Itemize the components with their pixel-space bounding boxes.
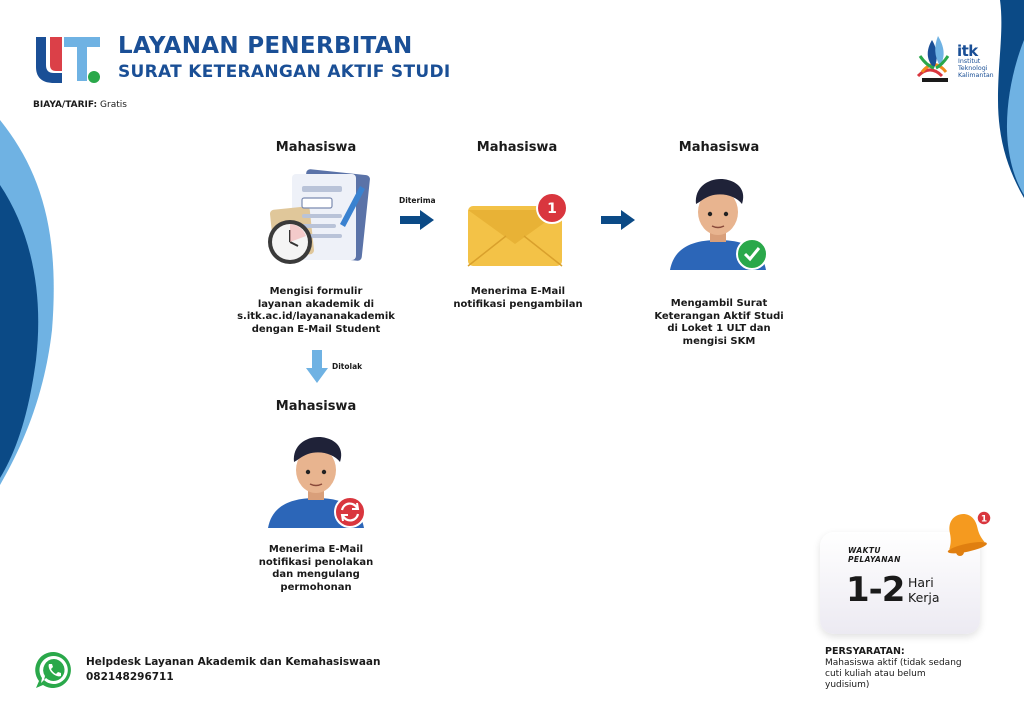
step2-line: Menerima E-Mail <box>470 286 566 297</box>
step3-description <box>619 298 819 348</box>
student-check-icon <box>666 174 772 272</box>
itk-name <box>958 58 994 79</box>
step4-line: permohonan <box>280 581 352 593</box>
step3-line: Mengambil Surat <box>670 298 768 309</box>
step1-line: s.itk.ac.id/layananakademik <box>237 311 395 322</box>
step4-line: Menerima E-Mail <box>268 544 364 555</box>
student-retry-icon <box>264 432 370 530</box>
step3-line: Keterangan Aktif Studi <box>654 310 784 322</box>
page-subtitle: SURAT KETERANGAN AKTIF STUDI <box>118 62 451 82</box>
service-time-value: 1-2 <box>846 570 905 610</box>
envelope-badge: 1 <box>547 201 557 217</box>
tarif-label: BIAYA/TARIF: <box>33 100 98 110</box>
service-time-unit-line: Hari <box>908 575 934 590</box>
ult-logo <box>32 33 102 85</box>
requirements-line: Mahasiswa aktif (tidak sedang <box>825 658 962 668</box>
tarif-info <box>33 100 127 110</box>
step4-line: notifikasi penolakan <box>258 556 374 568</box>
bell-badge: 1 <box>980 514 988 525</box>
step4-line: dan mengulang <box>272 569 360 580</box>
step1-description <box>216 286 416 336</box>
helpdesk-phone[interactable]: 082148296711 <box>86 671 174 683</box>
form-clock-icon <box>262 168 372 272</box>
step2-line: notifikasi pengambilan <box>453 298 583 310</box>
service-time-label <box>848 546 918 564</box>
tarif-value: Gratis <box>100 100 127 110</box>
arrow-right-icon <box>601 210 637 230</box>
step2-description <box>418 286 618 311</box>
accepted-edge-label: Diterima <box>399 196 436 205</box>
itk-name-line: Kalimantan <box>958 72 994 79</box>
service-time-label-line: WAKTU <box>848 546 881 555</box>
whatsapp-icon <box>34 650 74 690</box>
requirements-line: yudisium) <box>825 680 870 690</box>
service-time-unit <box>908 575 968 605</box>
right-wave-decoration <box>994 0 1024 200</box>
step3-line: di Loket 1 ULT dan <box>667 323 771 334</box>
arrow-down-icon <box>306 350 328 384</box>
step3-line: mengisi SKM <box>682 335 756 347</box>
step1-actor: Mahasiswa <box>275 140 357 155</box>
requirements-text <box>825 658 995 691</box>
service-time-label-line: PELAYANAN <box>848 555 901 564</box>
step3-actor: Mahasiswa <box>678 140 760 155</box>
step4-description <box>216 544 416 594</box>
bell-icon <box>938 508 994 558</box>
step4-actor: Mahasiswa <box>275 399 357 414</box>
step1-line: Mengisi formulir <box>269 286 363 297</box>
requirements-title: PERSYARATAN: <box>825 646 905 657</box>
page-title: LAYANAN PENERBITAN <box>118 33 413 59</box>
itk-wordmark: itk <box>957 42 978 60</box>
step1-line: layanan akademik di <box>257 298 375 310</box>
rejected-edge-label: Ditolak <box>332 362 363 371</box>
step2-actor: Mahasiswa <box>476 140 558 155</box>
envelope-icon <box>466 192 570 272</box>
helpdesk-title: Helpdesk Layanan Akademik dan Kemahasiswaan <box>86 656 381 668</box>
step1-line: dengan E-Mail Student <box>251 323 381 335</box>
itk-name-line: Teknologi <box>958 65 988 72</box>
itk-name-line: Institut <box>958 58 981 65</box>
service-time-unit-line: Kerja <box>908 590 940 605</box>
requirements-line: cuti kuliah atau belum <box>825 669 926 679</box>
arrow-right-icon <box>400 210 436 230</box>
